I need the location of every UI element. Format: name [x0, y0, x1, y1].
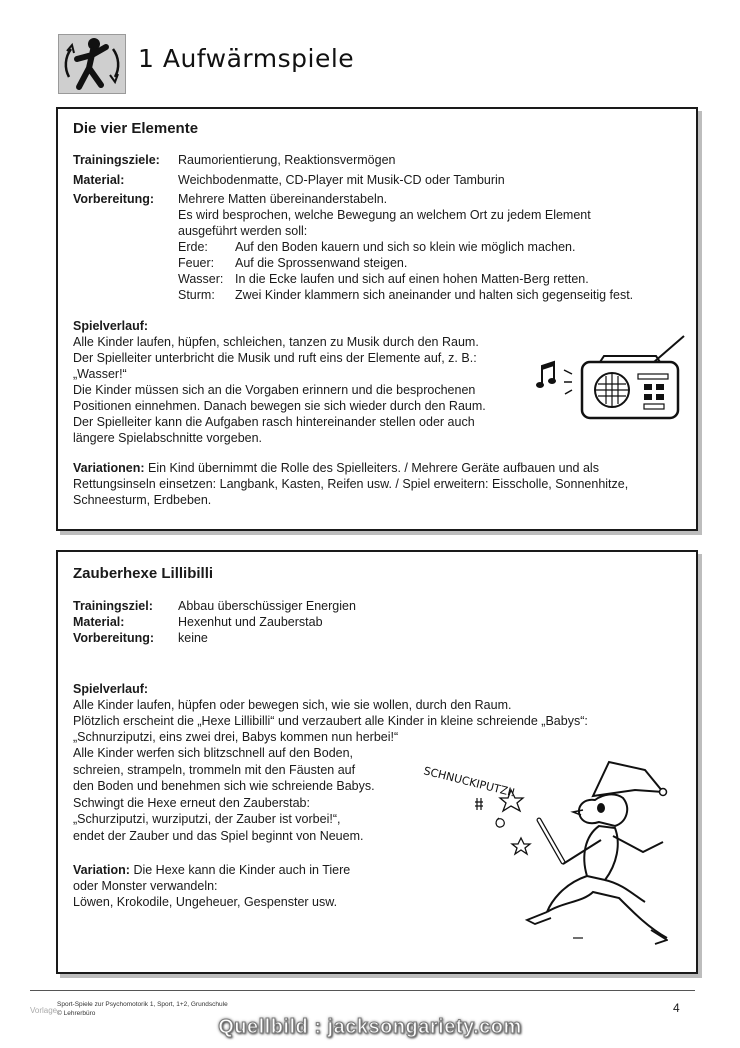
spielverlauf-line: Alle Kinder werfen sich blitzschnell auf den Boden, [73, 746, 354, 760]
chapter-icon [58, 34, 126, 94]
radio-with-music-note-icon [534, 332, 690, 427]
game-title: Die vier Elemente [73, 120, 199, 137]
variation-label: Variation: [73, 863, 130, 877]
element-name-feuer: Feuer: [178, 256, 215, 270]
footer-vorlage: Vorlage [30, 1006, 58, 1015]
spielverlauf-line: den Boden und benehmen sich wie schreiende Babys. [73, 779, 375, 793]
spielverlauf-line: Schwingt die Hexe erneut den Zauberstab: [73, 796, 310, 810]
vorbereitung-line: ausgeführt werden soll: [178, 224, 308, 238]
game-card-die-vier-elemente [56, 107, 698, 531]
element-name-erde: Erde: [178, 240, 208, 254]
material-value: Hexenhut und Zauberstab [178, 615, 323, 629]
spielverlauf-line: schreien, strampeln, trommeln mit den Fäusten auf [73, 763, 356, 777]
material-label: Material: [73, 615, 125, 629]
element-desc-wasser: In die Ecke laufen und sich auf einen hohen Matten-Berg retten. [235, 272, 589, 286]
footer-source-line: Sport-Spiele zur Psychomotorik 1, Sport, 1+2, Grundschule [57, 1001, 228, 1008]
vorbereitung-label: Vorbereitung: [73, 631, 155, 645]
variation-line: oder Monster verwandeln: [73, 879, 218, 893]
spielverlauf-label: Spielverlauf: [73, 319, 149, 333]
trainingsziele-value: Raumorientierung, Reaktionsvermögen [178, 153, 396, 167]
vorbereitung-line: Mehrere Matten übereinanderstabeln. [178, 192, 388, 206]
trainingsziel-value: Abbau überschüssiger Energien [178, 599, 356, 613]
witch-illustration [423, 752, 668, 947]
variationen-label: Variationen: [73, 461, 145, 475]
spielverlauf-line: Der Spielleiter kann die Aufgaben rasch hintereinander stellen oder auch [73, 415, 475, 429]
page-number: 4 [673, 1001, 680, 1015]
variationen-line: Schneesturm, Erdbeben. [73, 493, 212, 507]
element-desc-erde: Auf den Boden kauern und sich so klein wie möglich machen. [235, 240, 576, 254]
element-name-sturm: Sturm: [178, 288, 215, 302]
vorbereitung-line: Es wird besprochen, welche Bewegung an welchem Ort zu jedem Element [178, 208, 591, 222]
variation-text: Die Hexe kann die Kinder auch in Tiere [129, 863, 351, 877]
variationen-line [73, 461, 599, 475]
spielverlauf-line: Alle Kinder laufen, hüpfen, schleichen, tanzen zu Musik durch den Raum. [73, 335, 479, 349]
variationen-text: Ein Kind übernimmt die Rolle des Spielleiters. / Mehrere Geräte aufbauen und als [144, 461, 599, 475]
stick-figure-icon [59, 35, 125, 93]
spielverlauf-line: Positionen einnehmen. Danach bewegen sie sich wieder durch den Raum. [73, 399, 486, 413]
material-label: Material: [73, 173, 125, 187]
vorbereitung-label: Vorbereitung: [73, 192, 155, 206]
spielverlauf-line: Alle Kinder laufen, hüpfen oder bewegen sich, wie sie wollen, durch den Raum. [73, 698, 512, 712]
variation-line: Löwen, Krokodile, Ungeheuer, Gespenster usw. [73, 895, 338, 909]
spielverlauf-line: endet der Zauber und das Spiel beginnt von Neuem. [73, 829, 364, 843]
chapter-title: 1 Aufwärmspiele [138, 44, 355, 73]
element-desc-sturm: Zwei Kinder klammern sich aneinander und halten sich gegenseitig fest. [235, 288, 634, 302]
radio-illustration [534, 332, 690, 427]
trainingsziele-label: Trainingsziele: [73, 153, 160, 167]
spielverlauf-label: Spielverlauf: [73, 682, 149, 696]
game-card-zauberhexe-lillibilli [56, 550, 698, 974]
trainingsziel-label: Trainingsziel: [73, 599, 153, 613]
spielverlauf-line: längere Spielabschnitte vorgeben. [73, 431, 263, 445]
watermark: Quellbild : jacksongariety.com [218, 1016, 522, 1038]
element-desc-feuer: Auf die Sprossenwand steigen. [235, 256, 408, 270]
footer-divider [30, 990, 695, 991]
game-title: Zauberhexe Lillibilli [73, 565, 214, 582]
spielverlauf-line: „Wasser!“ [73, 367, 127, 381]
element-name-wasser: Wasser: [178, 272, 224, 286]
spielverlauf-line: „Schnurziputzi, eins zwei drei, Babys kommen nun herbei!“ [73, 730, 399, 744]
spielverlauf-line: Der Spielleiter unterbricht die Musik und ruft eins der Elemente auf, z. B.: [73, 351, 477, 365]
spielverlauf-line: „Schurziputzi, wurziputzi, der Zauber ist vorbei!“, [73, 812, 341, 826]
witch-caption: SCHNUCKIPUTZI! [423, 764, 517, 800]
vorbereitung-value: keine [178, 631, 208, 645]
variationen-line: Rettungsinseln einsetzen: Langbank, Kasten, Reifen usw. / Spiel erweitern: Eisscholle, Sonnenhitze, [73, 477, 629, 491]
material-value: Weichbodenmatte, CD-Player mit Musik-CD oder Tamburin [178, 173, 505, 187]
footer-copyright: © Lehrerbüro [57, 1010, 96, 1017]
running-witch-with-wand-icon [423, 752, 668, 947]
spielverlauf-line: Plötzlich erscheint die „Hexe Lillibilli“ und verzaubert alle Kinder in kleine schreiende „Babys“: [73, 714, 588, 728]
spielverlauf-line: Die Kinder müssen sich an die Vorgaben erinnern und die besprochenen [73, 383, 476, 397]
variation-line [73, 863, 350, 877]
